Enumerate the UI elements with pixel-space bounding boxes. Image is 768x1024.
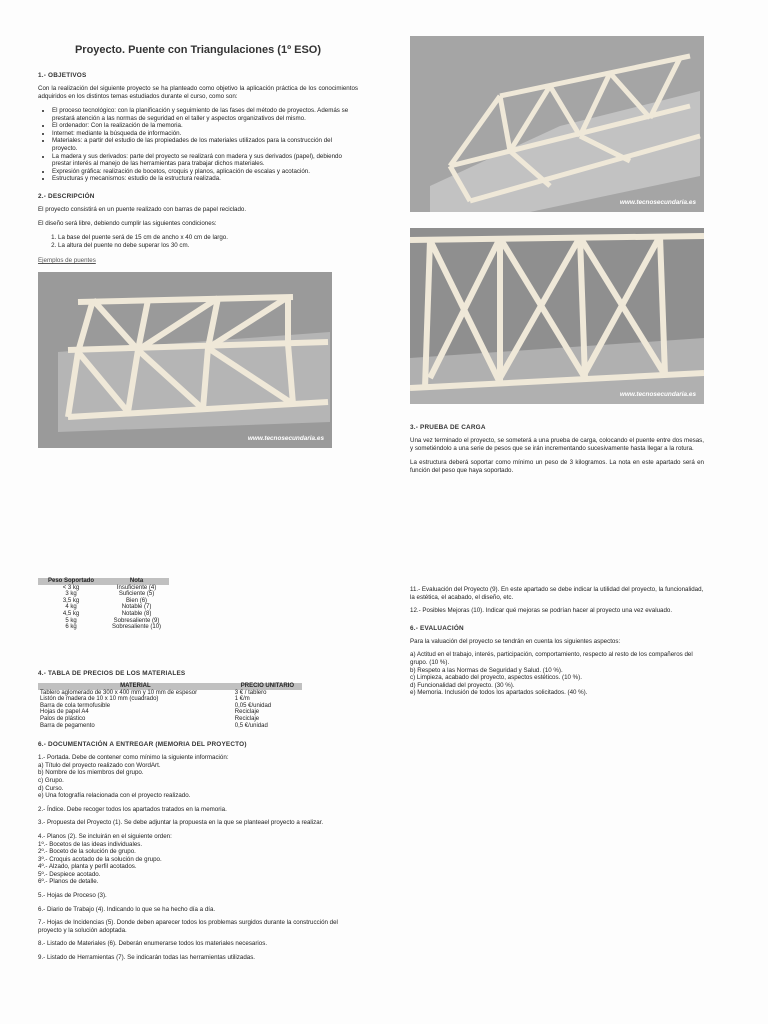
list-item: d) Funcionalidad del proyecto. (30 %). [410, 681, 515, 689]
price-header-material: MATERIAL [38, 683, 233, 690]
list-item: d) Curso. [38, 784, 64, 792]
list-item: 1. La base del puente será de 15 cm de ancho x 40 cm de largo. [58, 234, 358, 242]
planos-item [38, 833, 358, 886]
table-cell: Palos de plástico [40, 715, 86, 722]
grades-header-grade: Nota [104, 578, 169, 585]
list-item: • Estructuras y mecanismos: estudio de la estructura realizada. [52, 175, 358, 183]
table-cell: 3,5 kg [62, 597, 80, 604]
portada-item [38, 754, 358, 800]
list-item: a) Título del proyecto realizado con WordArt. [38, 761, 161, 769]
list-item: • Expresión gráfica: realización de bocetos, croquis y planos, aplicación de escalas y acotación. [52, 168, 358, 176]
objetivos-intro: Con la realización del siguiente proyecto se ha planteado como objetivo la aplicación práctica de los conocimientos adquiridos en los distintos temas estudiados durante el curso, como son: [38, 85, 358, 100]
prueba-p2: La estructura deberá soportar como mínimo un peso de 3 kilogramos. La nota en este apartado será en función del peso que haya soportado. [410, 459, 704, 474]
watermark: www.tecnosecundaria.es [619, 391, 696, 398]
table-cell: Insuficiente (4) [116, 584, 157, 591]
bridge-drawing-2 [410, 36, 704, 212]
price-table [38, 683, 302, 729]
list-item: 6º.- Planos de detalle. [38, 878, 99, 886]
table-row [38, 703, 302, 710]
diario-item: 6.- Diario de Trabajo (4). Indicando lo que se ha hecho día a día. [38, 905, 216, 913]
left-column [38, 38, 358, 448]
listado-herramientas-item: 9.- Listado de Herramientas (7). Se indicarán todas las herramientas utilizadas. [38, 954, 256, 962]
prueba-heading: 3.- PRUEBA DE CARGA [410, 424, 486, 431]
descripcion-heading: 2.- DESCRIPCIÓN [38, 192, 95, 200]
table-cell: Hojas de papel A4 [40, 709, 89, 716]
precios-heading: 4.- TABLA DE PRECIOS DE LOS MATERIALES [38, 670, 186, 677]
table-cell: 0,5 €/unidad [234, 722, 268, 729]
list-item: • La madera y sus derivados: parte del proyecto se realizará con madera y sus derivados (papel), debiendo prestar interés al manejo de las herramientas para trabajar dichos materiales. [52, 153, 358, 168]
evaluacion-list [410, 651, 704, 697]
table-row [38, 591, 169, 598]
watermark: www.tecnosecundaria.es [619, 199, 696, 206]
list-item: • El proceso tecnológico: con la planificación y seguimiento de las fases del método de proyectos. Además se prestará atención a las normas de seguridad en el taller y aspectos organizativos del mismo. [52, 107, 358, 122]
table-cell: 1 €/m [234, 696, 250, 703]
list-item: 3º.- Croquis acotado de la solución de grupo. [38, 855, 162, 863]
evaluacion-heading: 6.- EVALUACIÓN [410, 624, 464, 632]
table-row [38, 723, 302, 730]
table-cell: 4,5 kg [62, 610, 80, 617]
page-title: Proyecto. Puente con Triangulaciones (1º ESO) [74, 44, 322, 56]
grades-header-weight: Peso Soportado [38, 578, 104, 585]
list-item: e) Una fotografía relacionada con el proyecto realizado. [38, 792, 191, 800]
table-cell: 3 kg [65, 591, 77, 598]
indice-item: 2.- Índice. Debe recoger todos los apartados tratados en la memoria. [38, 805, 227, 813]
table-row [38, 598, 169, 605]
list-item: b) Nombre de los miembros del grupo. [38, 769, 144, 777]
table-cell: Notable (7) [121, 604, 152, 611]
watermark: www.tecnosecundaria.es [247, 435, 324, 443]
table-cell: 3 € / tablero [234, 689, 267, 696]
table-cell: 5 kg [65, 617, 77, 624]
list-item: 2. La altura del puente no debe superar los 30 cm. [58, 242, 358, 250]
table-row [38, 604, 169, 611]
incidencias-item: 7.- Hojas de Incidencias (5). Donde deben aparecer todos los problemas surgidos durante la construcción del proyecto y la solución adoptada. [38, 919, 338, 934]
objetivos-heading: 1.- OBJETIVOS [38, 72, 87, 79]
table-cell: Listón de madera de 10 x 10 mm (cuadrado) [40, 696, 159, 703]
list-item: a) Actitud en el trabajo, interés, participación, comportamiento, respecto al resto de los compañeros del grupo. (10 %). [410, 651, 693, 666]
list-item: c) Limpieza, acabado del proyecto, aspectos estéticos. (10 %). [410, 674, 582, 682]
table-row [38, 709, 302, 716]
list-item: • Materiales: a partir del estudio de las propiedades de los materiales utilizados para la construcción del proyecto. [52, 137, 358, 152]
bridge-drawing-3 [410, 228, 704, 404]
table-row [38, 611, 169, 618]
evaluacion-intro: Para la valuación del proyecto se tendrán en cuenta los siguientes aspectos: [410, 637, 621, 645]
table-row [38, 585, 169, 592]
examples-link[interactable]: Ejemplos de puentes [38, 257, 96, 265]
table-cell: Suficiente (5) [118, 591, 155, 598]
list-item: 4º.- Alzado, planta y perfil acotados. [38, 863, 137, 871]
table-row [38, 618, 169, 625]
price-header-price: PRECIO UNITARIO [233, 683, 302, 690]
table-cell: Reciclaje [234, 715, 260, 722]
bridge-drawing-1 [38, 272, 332, 448]
table-cell: Sobresaliente (10) [112, 624, 162, 631]
bridge-photo-1 [38, 272, 332, 448]
descripcion-p2: El diseño será libre, debiendo cumplir las siguientes condiciones: [38, 219, 217, 227]
table-cell: 4 kg [65, 604, 77, 611]
list-item: e) Memoria. Inclusión de todos los apartados solicitados. (40 %). [410, 689, 588, 697]
list-item: b) Respeto a las Normas de Seguridad y Salud. (10 %). [410, 666, 563, 674]
propuesta-item: 3.- Propuesta del Proyecto (1). Se debe adjuntar la propuesta en la que se planteael proyecto a realizar. [38, 819, 324, 827]
table-cell: Bien (6) [126, 597, 148, 604]
lower-right-column [410, 586, 704, 703]
hojas-item: 5.- Hojas de Proceso (3). [38, 892, 107, 900]
bridge-photo-2 [410, 36, 704, 212]
table-cell: < 3 kg [62, 584, 80, 591]
table-row [38, 716, 302, 723]
list-item: 2º.- Boceto de la solución de grupo. [38, 848, 136, 856]
list-item: • Internet: mediante la búsqueda de información. [52, 130, 358, 138]
objetivos-list [38, 107, 358, 183]
list-item: c) Grupo. [38, 776, 64, 784]
table-cell: Tablero aglomerado de 300 x 400 mm y 10 mm de espesor [40, 689, 198, 696]
list-item: • El ordenador: Con la realización de la memoria. [52, 122, 358, 130]
listado-materiales-item: 8.- Listado de Materiales (6). Deberán enumerarse todos los materiales necesarios. [38, 940, 268, 948]
table-cell: 6 kg [65, 624, 77, 631]
list-item: 5º.- Despiece acotado. [38, 870, 101, 878]
documentacion-heading: 6.- DOCUMENTACIÓN A ENTREGAR (MEMORIA DEL PROYECTO) [38, 741, 247, 749]
bridge-photo-3 [410, 228, 704, 404]
grades-table [38, 578, 169, 631]
table-row [38, 696, 302, 703]
table-cell: Sobresaliente (9) [113, 617, 160, 624]
right-column [410, 36, 704, 481]
planos-text: 4.- Planos (2). Se incluirán en el siguiente orden: [38, 832, 172, 840]
evaluacion-proyecto-item: 11.- Evaluación del Proyecto (9). En este apartado se debe indicar la utilidad del proyecto, la funcionalidad, la estética, el acabado, el diseño, etc. [410, 586, 704, 601]
list-item: 1º.- Bocetos de las ideas individuales. [38, 840, 143, 848]
conditions-list [38, 234, 358, 249]
descripcion-p1: El proyecto consistirá en un puente realizado con barras de papel reciclado. [38, 205, 247, 213]
table-cell: Reciclaje [234, 709, 260, 716]
lower-left-column [38, 660, 358, 968]
portada-text: 1.- Portada. Debe de contener como mínimo la siguiente información: [38, 754, 229, 762]
table-cell: Barra de pegamento [40, 722, 95, 729]
table-cell: 0,05 €/unidad [234, 702, 272, 709]
table-row [38, 690, 302, 697]
table-cell: Barra de cola termofusible [40, 702, 111, 709]
prueba-p1: Una vez terminado el proyecto, se someterá a una prueba de carga, colocando el puente entre dos mesas, y sometiéndolo a una serie de pesos que se irán incrementando sucesivamente hasta llegar a la rotura. [410, 437, 704, 452]
table-cell: Notable (8) [121, 610, 152, 617]
mejoras-item: 12.- Posibles Mejoras (10). Indicar qué mejoras se podrían hacer al proyecto una vez evaluado. [410, 607, 673, 615]
table-row [38, 624, 169, 631]
